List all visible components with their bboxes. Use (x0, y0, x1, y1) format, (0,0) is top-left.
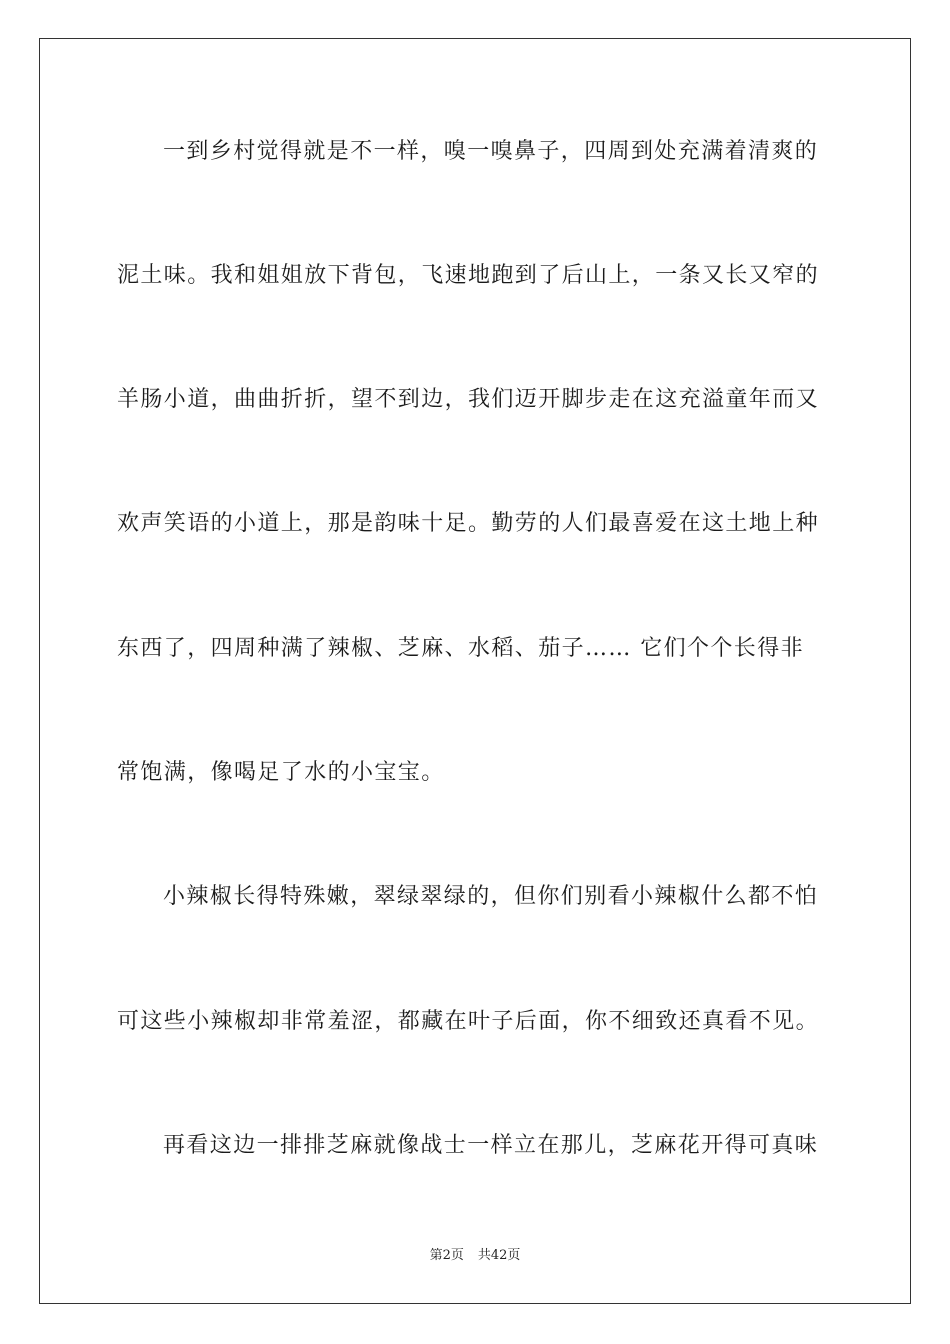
text-line: 再看这边一排排芝麻就像战士一样立在那儿，芝麻花开得可真味 (163, 1133, 819, 1158)
page-footer (0, 1246, 950, 1266)
total-pages: 共42页 (477, 1248, 521, 1263)
text-line: 常饱满，像喝足了水的小宝宝。 (117, 760, 445, 785)
text-line: 可这些小辣椒却非常羞涩，都藏在叶子后面，你不细致还真看不见。 (117, 1009, 820, 1034)
page-border (39, 38, 911, 1304)
text-line: 东西了，四周种满了辣椒、芝麻、水稻、茄子…… 它们个个长得非 (117, 636, 804, 661)
text-line: 泥土味。我和姐姐放下背包，飞速地跑到了后山上，一条又长又窄的 (117, 263, 820, 288)
text-line: 欢声笑语的小道上，那是韵味十足。勤劳的人们最喜爱在这土地上种 (117, 511, 820, 536)
page-number: 第2页 (429, 1248, 464, 1263)
text-line: 小辣椒长得特殊嫩，翠绿翠绿的，但你们别看小辣椒什么都不怕 (163, 884, 819, 909)
text-line: 羊肠小道，曲曲折折，望不到边，我们迈开脚步走在这充溢童年而又 (117, 387, 820, 412)
text-line: 一到乡村觉得就是不一样，嗅一嗅鼻子，四周到处充满着清爽的 (163, 139, 819, 164)
